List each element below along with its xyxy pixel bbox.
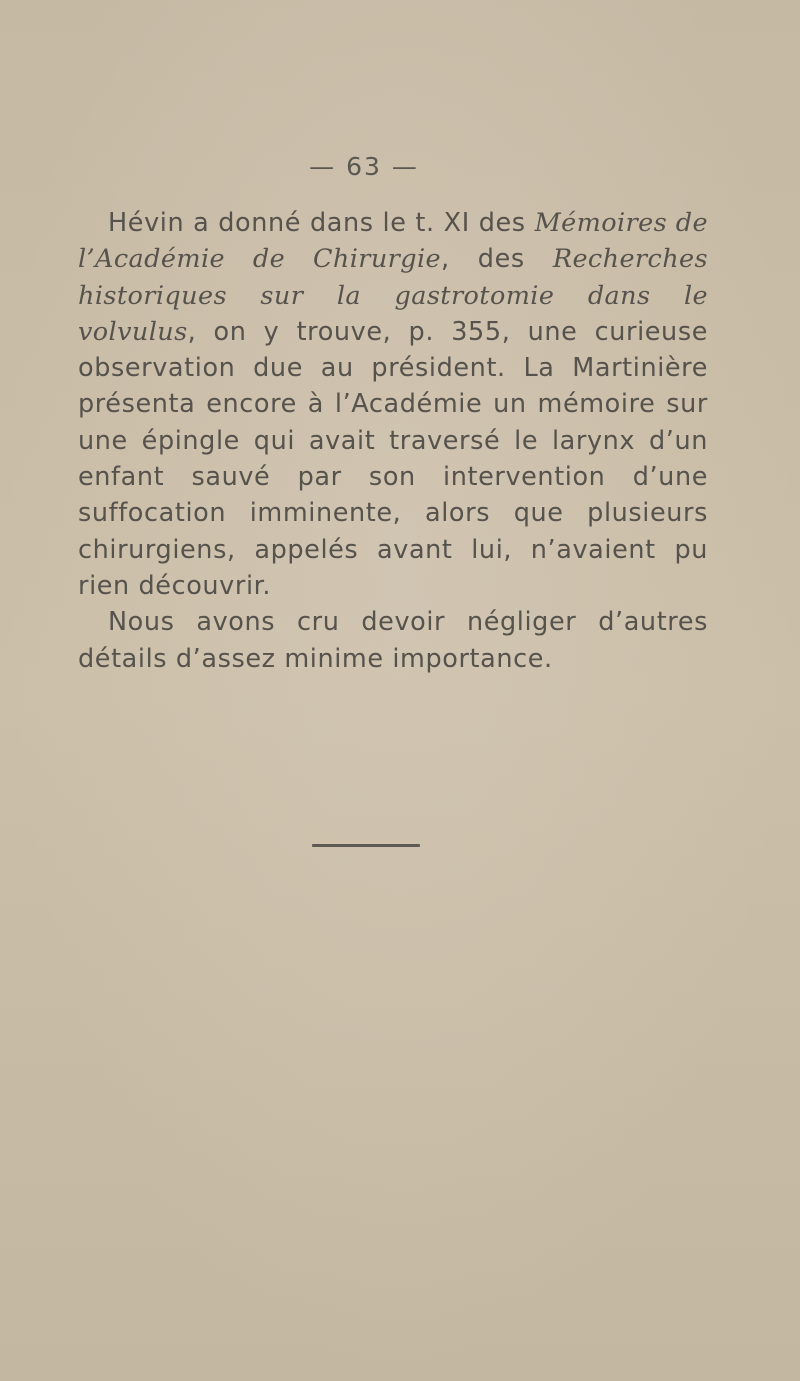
paragraph-1: [78, 205, 708, 604]
text-run: Nous avons cru devoir négliger d’autres détails d’assez minime importance.: [78, 607, 708, 674]
text-run: Hévin a donné dans le t. XI des: [108, 208, 535, 238]
page-number: — 63 —: [309, 152, 419, 181]
text-run: , des: [441, 244, 553, 275]
paragraph-2: [78, 604, 708, 677]
italic-title: Recherches historiques sur la gastrotomie dans le volvulus: [78, 244, 709, 347]
italic-title: Mémoires de l’Académie de Chirurgie: [78, 208, 708, 275]
section-separator-rule: [312, 844, 420, 847]
body-text: [78, 205, 708, 677]
text-run: , on y trouve, p. 355, une curieuse observation due au président. La Martinière présenta encore à l’Académie un mémoire sur une épingle qui avait traversé le larynx d’un enfant sauvé par son intervention d’une suffocation imminente, alors que plusieurs chirurgiens, appelés avant lui, n’avaient pu rien découvrir.: [78, 316, 708, 601]
